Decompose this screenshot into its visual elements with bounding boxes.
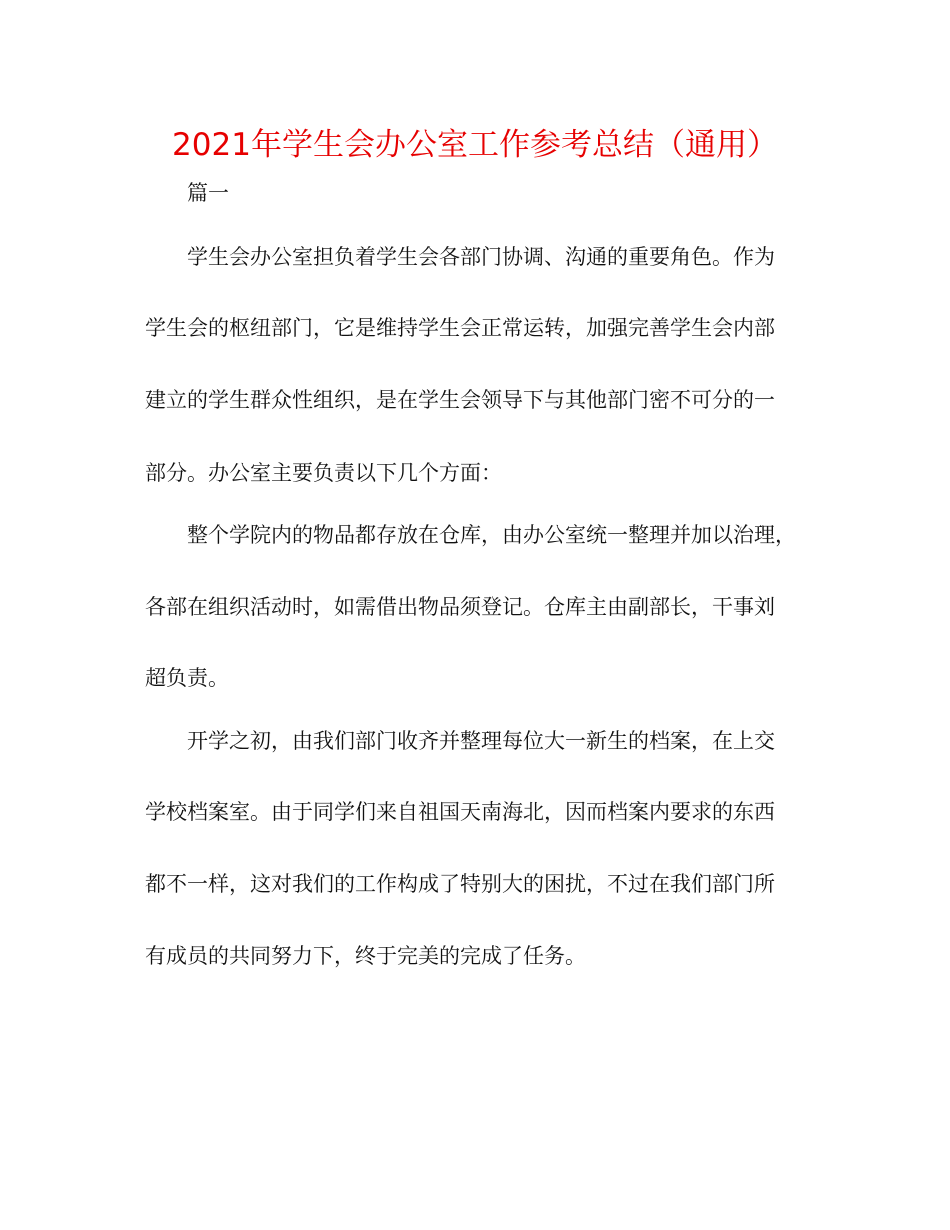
section-heading: 篇一 bbox=[187, 181, 229, 205]
paragraph-3-line-3: 都不一样，这对我们的工作构成了特别大的困扰，不过在我们部门所 bbox=[145, 872, 775, 896]
paragraph-3-line-4: 有成员的共同努力下，终于完美的完成了任务。 bbox=[145, 944, 586, 968]
paragraph-2-line-3: 超负责。 bbox=[145, 666, 229, 690]
paragraph-1-line-2: 学生会的枢纽部门，它是维持学生会正常运转，加强完善学生会内部 bbox=[145, 316, 775, 340]
paragraph-1-line-4: 部分。办公室主要负责以下几个方面： bbox=[145, 461, 502, 485]
paragraph-2-line-2: 各部在组织活动时，如需借出物品须登记。仓库主由副部长，干事刘 bbox=[145, 595, 775, 619]
paragraph-3-line-2: 学校档案室。由于同学们来自祖国天南海北，因而档案内要求的东西 bbox=[145, 800, 775, 824]
paragraph-1-line-1: 学生会办公室担负着学生会各部门协调、沟通的重要角色。作为 bbox=[187, 245, 775, 269]
document-title: 2021年学生会办公室工作参考总结（通用） bbox=[172, 127, 778, 163]
paragraph-3-line-1: 开学之初，由我们部门收齐并整理每位大一新生的档案，在上交 bbox=[187, 729, 775, 753]
paragraph-1-line-3: 建立的学生群众性组织，是在学生会领导下与其他部门密不可分的一 bbox=[145, 388, 775, 412]
paragraph-2-line-1: 整个学院内的物品都存放在仓库，由办公室统一整理并加以治理， bbox=[187, 523, 796, 547]
